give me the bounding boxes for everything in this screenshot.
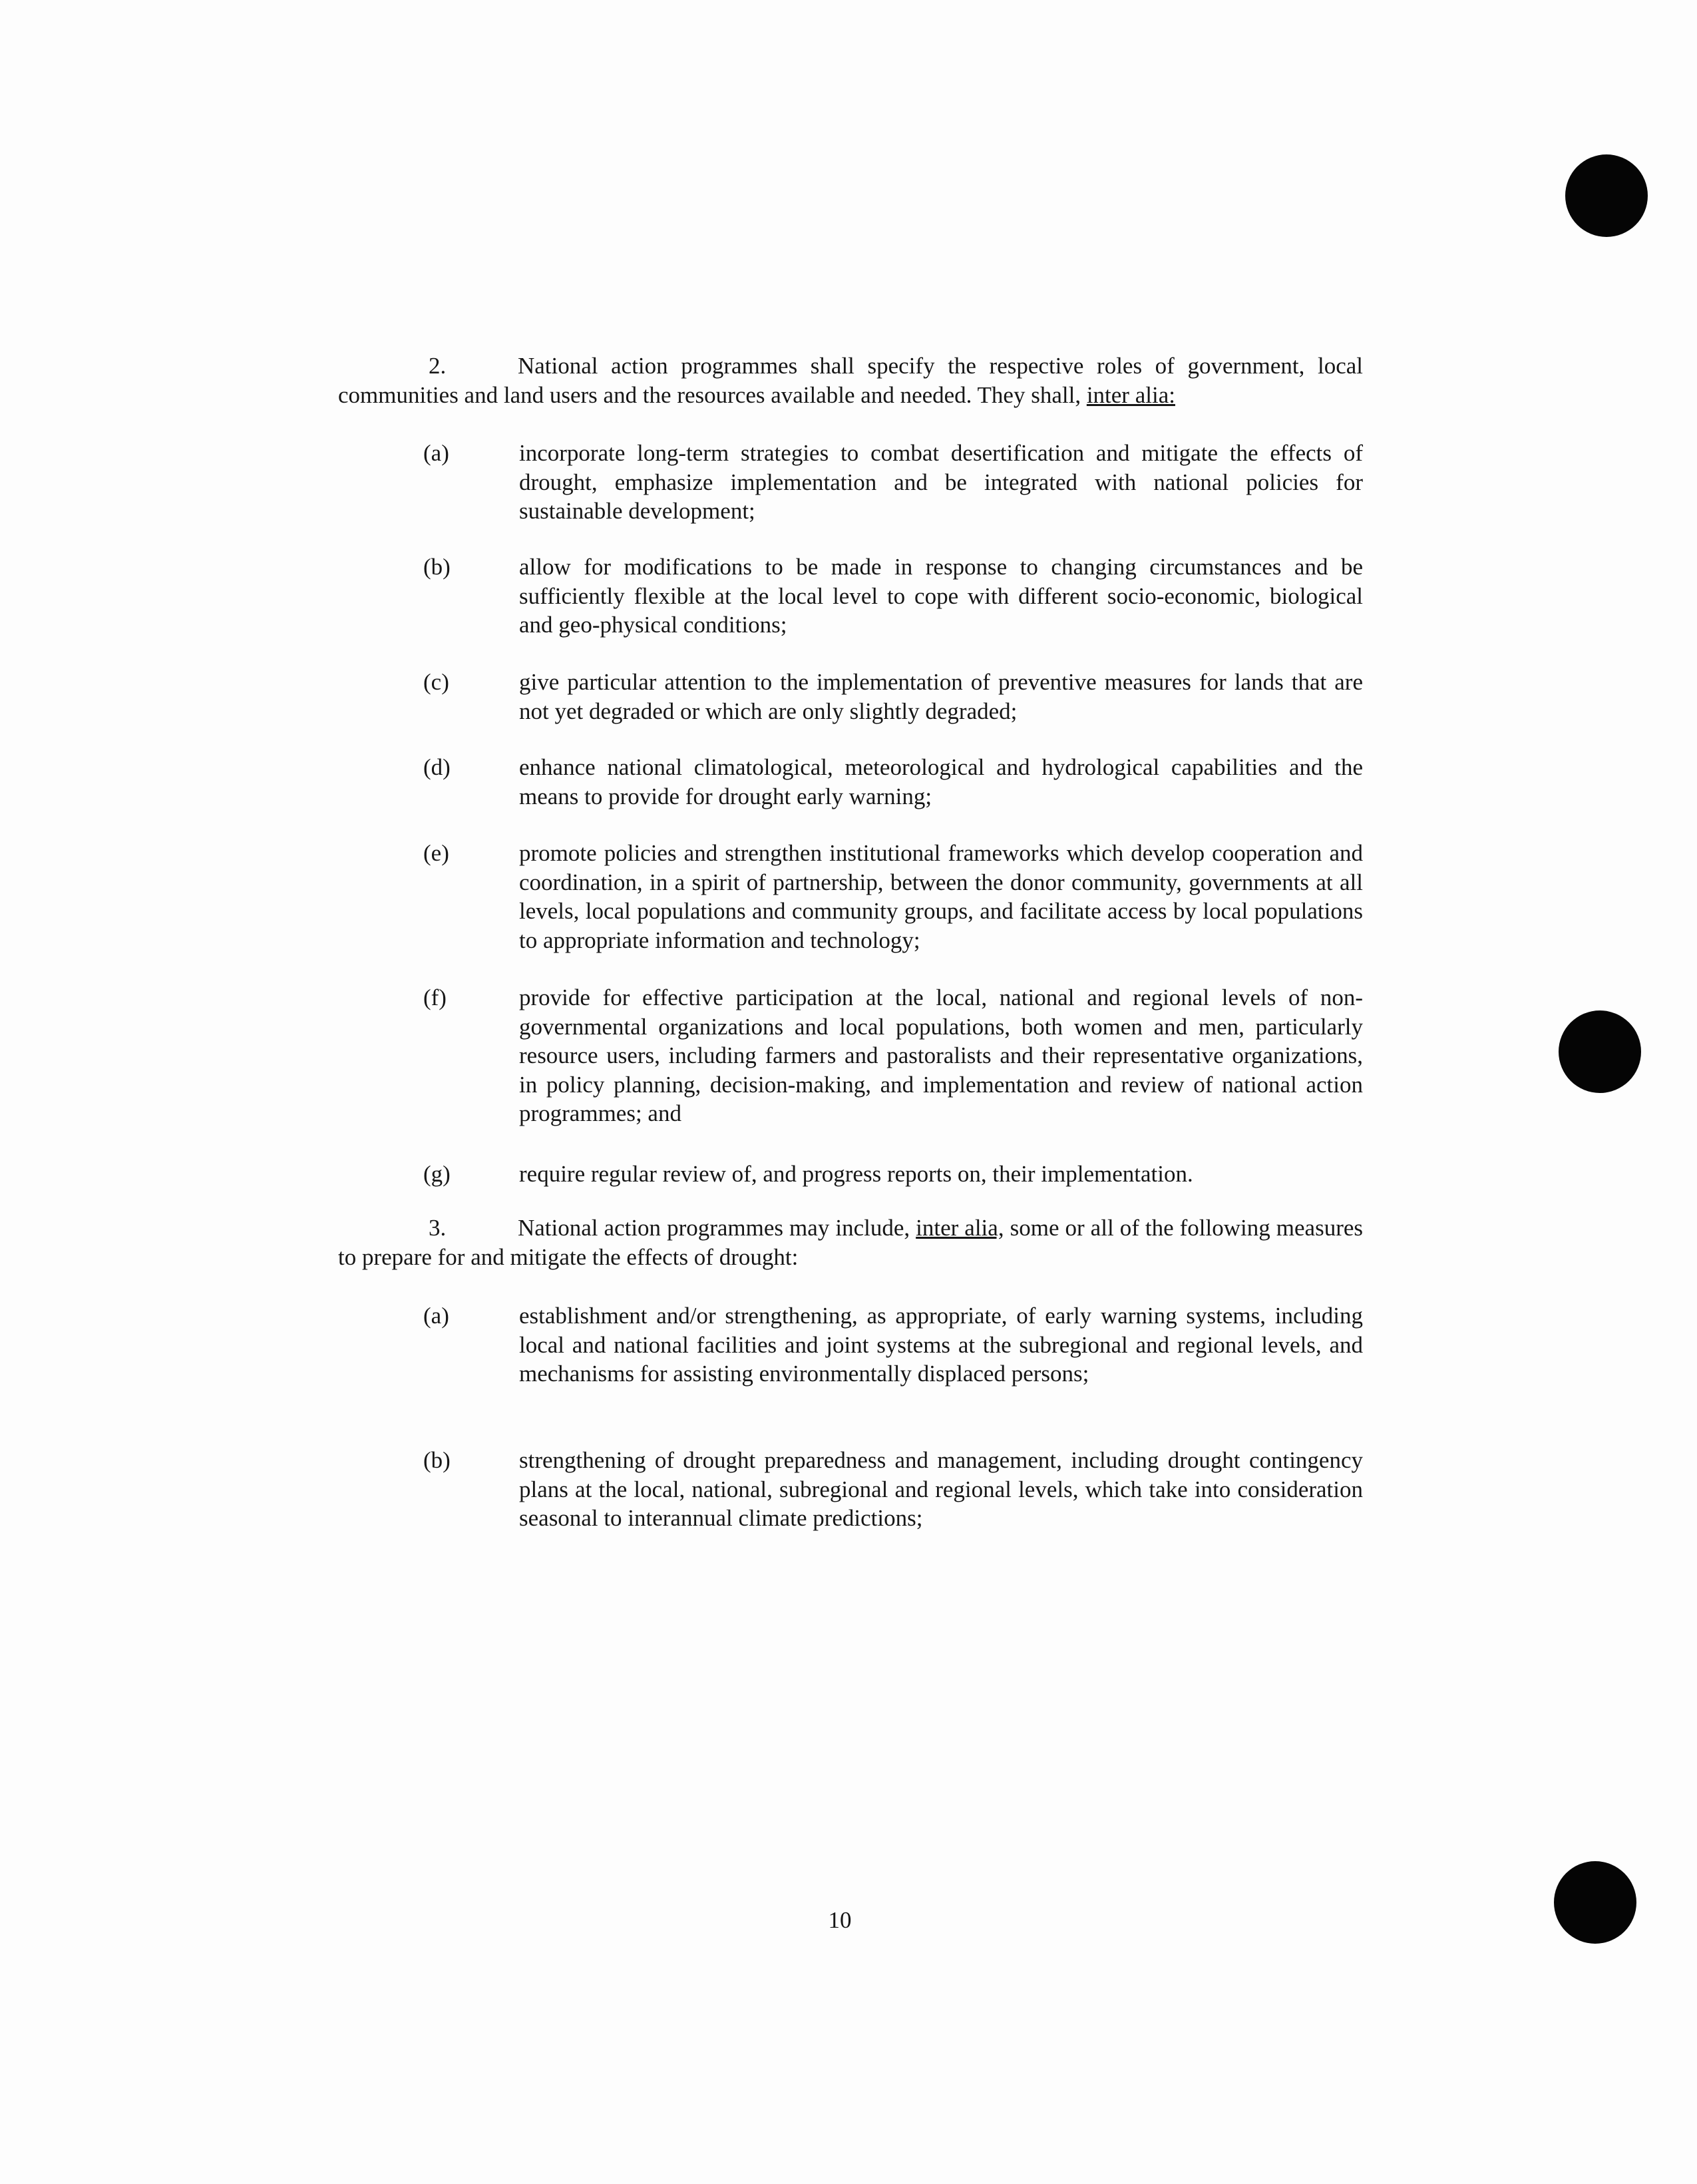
paragraph-text: National action programmes may include,	[518, 1215, 916, 1241]
punch-hole-middle	[1559, 1010, 1641, 1093]
paragraph-text: National action programmes shall specify the respective roles of government, local communities and land users and the resources available and needed. They shall,	[338, 353, 1363, 408]
list-item-text: give particular attention to the implementation of preventive measures for lands that are not yet degraded or which are only slightly degraded;	[519, 669, 1363, 724]
list-item-text: allow for modifications to be made in response to changing circumstances and be sufficiently flexible at the local level to cope with different socio-economic, biological and geo-physical conditions;	[519, 554, 1363, 638]
list-item	[423, 753, 1363, 811]
paragraph-3	[338, 1213, 1363, 1271]
list-item	[423, 839, 1363, 955]
punch-hole-bottom	[1554, 1861, 1636, 1944]
list-item-label: (b)	[423, 554, 451, 580]
paragraph-number: 3.	[429, 1215, 447, 1241]
list-item-text: enhance national climatological, meteorological and hydrological capabilities and the means to provide for drought early warning;	[519, 754, 1363, 809]
paragraph-underlined-text: inter alia,	[916, 1215, 1004, 1241]
list-item	[423, 668, 1363, 726]
paragraph-text-continued: some or all of the following measures to prepare for and mitigate the effects of drought:	[338, 1215, 1364, 1270]
list-item	[423, 983, 1363, 1128]
list-item	[423, 1301, 1363, 1389]
list-item	[423, 439, 1363, 526]
list-item-text: incorporate long-term strategies to combat desertification and mitigate the effects of drought, emphasize implementation and be integrated with national policies for sustainable development;	[519, 440, 1363, 524]
list-item-text: require regular review of, and progress reports on, their implementation.	[519, 1161, 1193, 1187]
list-item-label: (c)	[423, 669, 449, 695]
list-item-text: establishment and/or strengthening, as appropriate, of early warning systems, including local and national facilities and joint systems at the subregional and regional levels, and mechanisms for assisting environmentally displaced persons;	[519, 1303, 1363, 1387]
paragraph-number: 2.	[429, 353, 447, 379]
list-item-text: provide for effective participation at the local, national and regional levels of non-governmental organizations and local populations, both women and men, particularly resource users, including farmers and pastoralists and their representative organizations, in policy planning, decision-making, and implementation and review of national action programmes; and	[519, 984, 1363, 1126]
list-item-label: (e)	[423, 840, 449, 866]
paragraph-underlined-text: inter alia:	[1086, 381, 1175, 408]
list-item-label: (a)	[423, 1303, 449, 1329]
paragraph-2	[338, 351, 1363, 409]
list-item-text: promote policies and strengthen institutional frameworks which develop cooperation and coordination, in a spirit of partnership, between the donor community, governments at all levels, local populations and community groups, and facilitate access by local populations to appropriate information and technology;	[519, 840, 1363, 953]
list-item-label: (a)	[423, 440, 449, 466]
list-item-label: (f)	[423, 984, 447, 1010]
list-item-text: strengthening of drought preparedness and management, including drought contingency plans at the local, national, subregional and regional levels, which take into consideration seasonal to interannual climate predictions;	[519, 1447, 1363, 1531]
list-item	[423, 1446, 1363, 1533]
list-item	[423, 552, 1363, 640]
list-item-label: (d)	[423, 754, 451, 780]
page-number: 10	[828, 1907, 852, 1933]
list-item-label: (b)	[423, 1447, 451, 1473]
list-item	[423, 1160, 1363, 1189]
list-item-label: (g)	[423, 1161, 451, 1187]
punch-hole-top	[1565, 154, 1648, 237]
